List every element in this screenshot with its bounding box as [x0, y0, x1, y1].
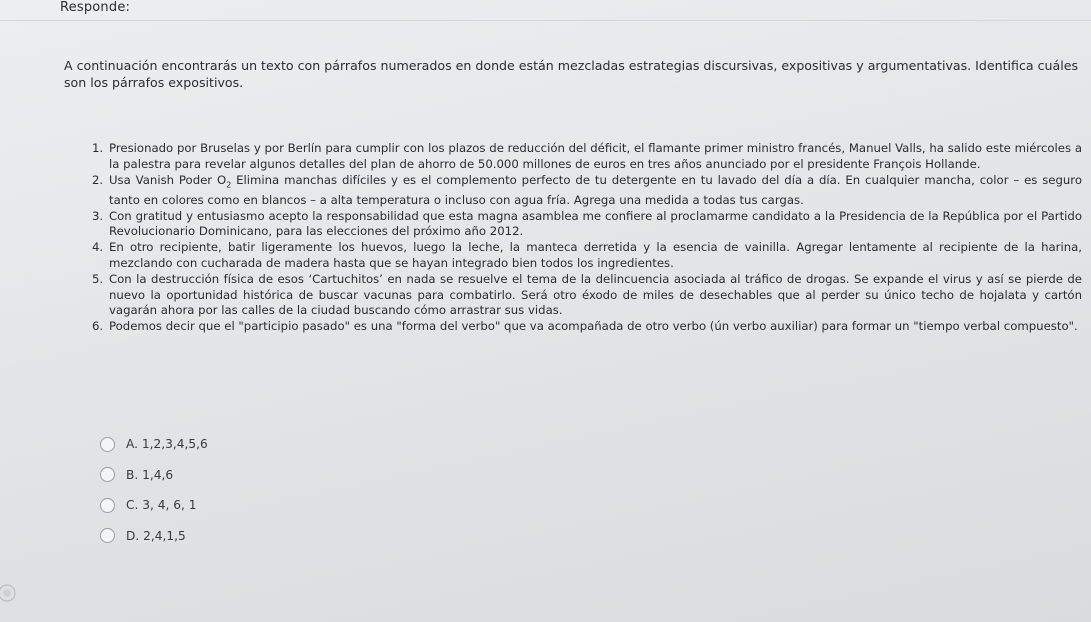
radio-button-d[interactable] [100, 528, 115, 543]
option-d-label[interactable]: D. 2,4,1,5 [126, 528, 186, 543]
radio-button-b[interactable] [100, 467, 115, 482]
radio-button-c[interactable] [100, 498, 115, 513]
paragraph-text [109, 173, 1082, 209]
option-a[interactable] [100, 429, 208, 460]
option-c[interactable] [100, 490, 208, 521]
paragraph-text-rest: Elimina manchas difíciles y es el complemento perfecto de tu detergente en tu lavado del día a día. En cualquier mancha, color – es seguro tanto en colores como en blancos – a alta temperatura o incluso con agua fría. Agrega una medida a todas tus cargas. [109, 172, 1083, 207]
paragraph-item-2 [92, 173, 1082, 209]
paragraph-item-5 [92, 272, 1082, 319]
header-divider [0, 20, 1091, 21]
responde-label: Responde: [60, 0, 131, 15]
option-b[interactable] [100, 460, 208, 491]
option-c-label[interactable]: C. 3, 4, 6, 1 [126, 498, 197, 513]
paragraph-text: En otro recipiente, batir ligeramente los huevos, luego la leche, la manteca derretida y la esencia de vainilla. Agregar lentamente al recipiente de la harina, mezclando con cucharada de madera hasta que se hayan integrado bien todos los ingredientes. [109, 240, 1082, 270]
paragraph-text: Con gratitud y entusiasmo acepto la responsabilidad que esta magna asamblea me confiere al proclamarme candidato a la Presidencia de la República por el Partido Revolucionario Dominicano, para las elecciones del próximo año 2012. [109, 208, 1082, 239]
paragraph-item-6 [92, 319, 1082, 335]
paragraph-number: 4. [92, 240, 104, 255]
paragraph-text: Podemos decir que el "participio pasado" es una "forma del verbo" que va acompañada de otro verbo (ún verbo auxiliar) para formar un "tiempo verbal compuesto". [109, 319, 1078, 334]
paragraph-number: 2. [92, 172, 104, 187]
paragraph-number: 5. [92, 272, 104, 287]
circle-icon [0, 582, 22, 604]
option-d[interactable] [100, 521, 208, 552]
paragraph-text: Presionado por Bruselas y por Berlín para cumplir con los plazos de reducción del déficit, el flamante primer ministro francés, Manuel Valls, ha salido este miércoles a la palestra para revelar algunos detalles del plan de ahorro de 50.000 millones de euros en tres años anunciado por el presidente François Hollande. [109, 141, 1082, 171]
subscript-two: 2 [226, 180, 232, 190]
paragraph-text: Con la destrucción física de esos ‘Cartuchitos’ en nada se resuelve el tema de la delincuencia asociada al tráfico de drogas. Se expande el virus y así se pierde de nuevo la oportunidad histórica de buscar vacunas para combatirlo. Será otro éxodo de miles de desechables que al perder su único techo de hojalata y cartón vagarán ahora por las calles de la ciudad buscando cómo arrastrar sus vidas. [109, 272, 1082, 318]
answer-options [100, 429, 208, 551]
paragraph-list [92, 141, 1082, 335]
radio-button-a[interactable] [100, 437, 115, 452]
paragraph-number: 6. [92, 319, 104, 334]
paragraph-text-start: Usa Vanish Poder O [109, 172, 227, 187]
paragraph-item-3 [92, 209, 1082, 240]
option-a-label[interactable]: A. 1,2,3,4,5,6 [126, 437, 208, 452]
question-instructions: A continuación encontrarás un texto con párrafos numerados en donde están mezcladas estrategias discursivas, expositivas y argumentativas. Identifica cuáles son los párrafos expositivos. [64, 58, 1079, 90]
paragraph-item-4 [92, 240, 1082, 271]
paragraph-number: 3. [92, 208, 104, 223]
paragraph-item-1 [92, 141, 1082, 172]
paragraph-number: 1. [92, 141, 104, 155]
option-b-label[interactable]: B. 1,4,6 [126, 467, 174, 482]
